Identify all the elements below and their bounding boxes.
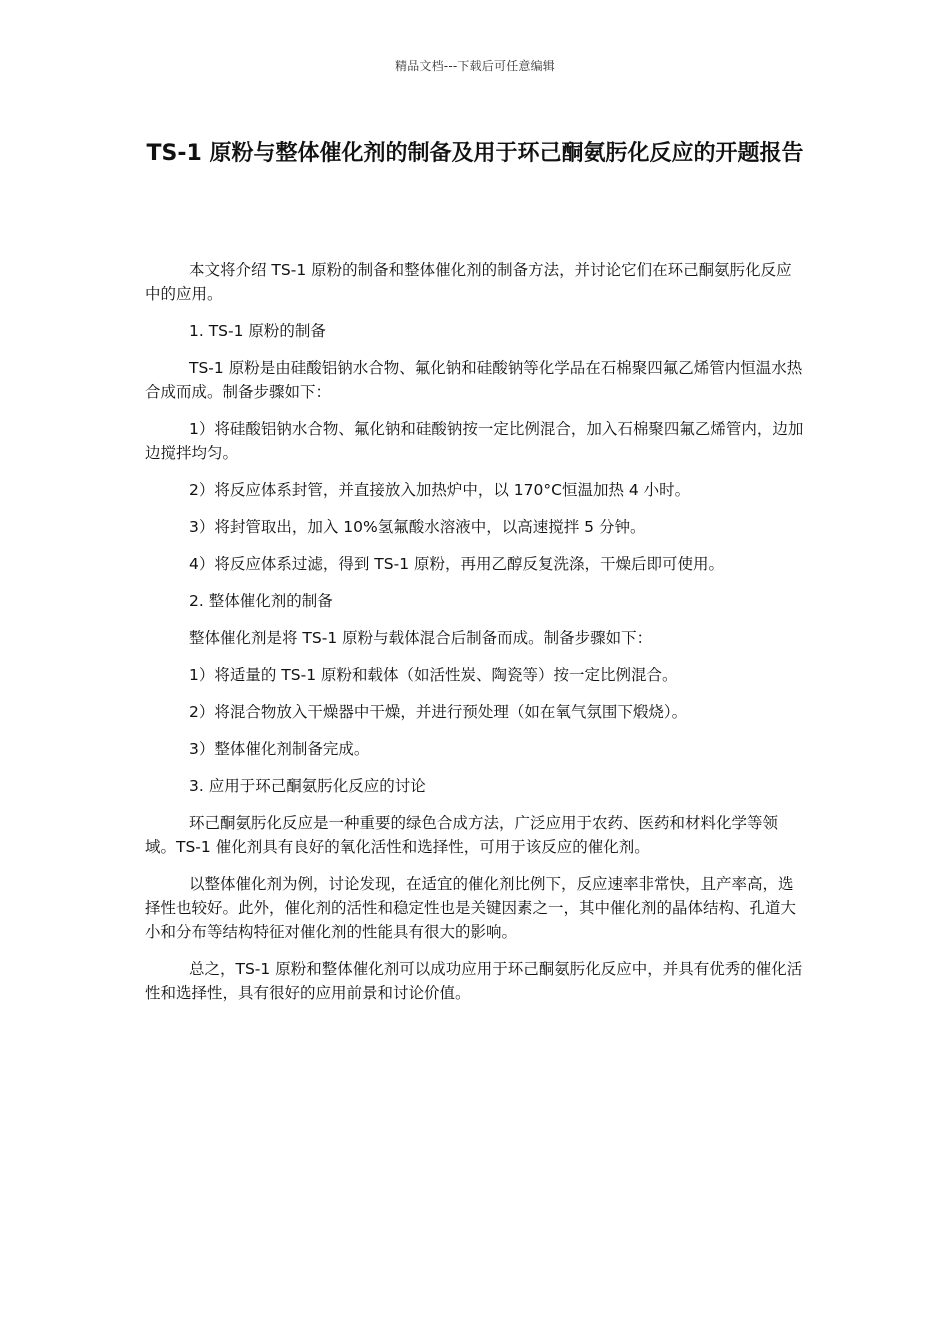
body-paragraph: TS-1 原粉是由硅酸铝钠水合物、氟化钠和硅酸钠等化学品在石棉聚四氟乙烯管内恒温水热合成而成。制备步骤如下： xyxy=(145,359,803,401)
step-item: 1）将硅酸铝钠水合物、氟化钠和硅酸钠按一定比例混合，加入石棉聚四氟乙烯管内，边加边搅拌均匀。 xyxy=(145,420,804,462)
step-item: 3）整体催化剂制备完成。 xyxy=(189,740,370,758)
document-body xyxy=(145,258,805,1018)
document-title: TS-1 原粉与整体催化剂的制备及用于环己酮氨肟化反应的开题报告 xyxy=(146,141,804,166)
section-heading-ts1-preparation: 1. TS-1 原粉的制备 xyxy=(189,322,326,340)
section-heading-monolith-preparation: 2. 整体催化剂的制备 xyxy=(189,592,333,610)
step-item: 2）将反应体系封管，并直接放入加热炉中，以 170°C恒温加热 4 小时。 xyxy=(189,481,691,499)
intro-paragraph: 本文将介绍 TS-1 原粉的制备和整体催化剂的制备方法，并讨论它们在环己酮氨肟化反应中的应用。 xyxy=(145,261,792,303)
body-paragraph: 以整体催化剂为例，讨论发现，在适宜的催化剂比例下，反应速率非常快，且产率高，选择性也较好。此外，催化剂的活性和稳定性也是关键因素之一，其中催化剂的晶体结构、孔道大小和分布等结构特征对催化剂的性能具有很大的影响。 xyxy=(145,875,797,941)
section-heading-application-discussion: 3. 应用于环己酮氨肟化反应的讨论 xyxy=(189,777,426,795)
body-paragraph: 环己酮氨肟化反应是一种重要的绿色合成方法，广泛应用于农药、医药和材料化学等领域。TS-1 催化剂具有良好的氧化活性和选择性，可用于该反应的催化剂。 xyxy=(145,814,779,856)
step-item: 4）将反应体系过滤，得到 TS-1 原粉，再用乙醇反复洗涤，干燥后即可使用。 xyxy=(189,555,724,573)
step-item: 1）将适量的 TS-1 原粉和载体（如活性炭、陶瓷等）按一定比例混合。 xyxy=(189,666,678,684)
step-item: 2）将混合物放入干燥器中干燥，并进行预处理（如在氧气氛围下煅烧）。 xyxy=(189,703,688,721)
conclusion-paragraph: 总之，TS-1 原粉和整体催化剂可以成功应用于环己酮氨肟化反应中，并具有优秀的催化活性和选择性，具有很好的应用前景和讨论价值。 xyxy=(145,960,803,1002)
page-header: 精品文档---下载后可任意编辑 xyxy=(395,59,555,73)
step-item: 3）将封管取出，加入 10%氢氟酸水溶液中，以高速搅拌 5 分钟。 xyxy=(189,518,646,536)
body-paragraph: 整体催化剂是将 TS-1 原粉与载体混合后制备而成。制备步骤如下： xyxy=(189,629,653,647)
